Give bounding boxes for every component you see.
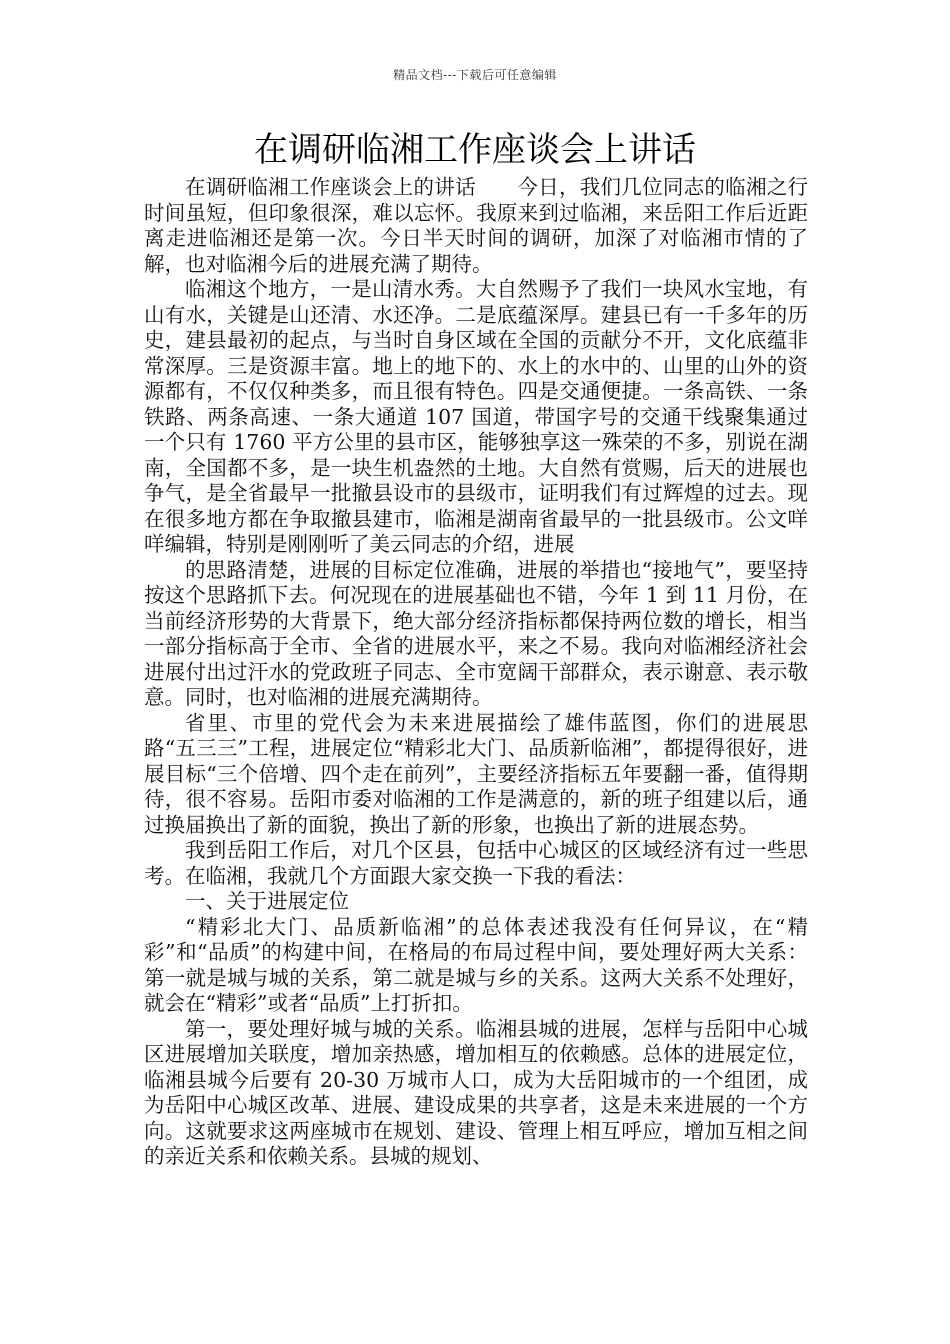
document-title: 在调研临湘工作座谈会上讲话 xyxy=(254,130,696,170)
paragraph: 我到岳阳工作后，对几个区县，包括中心城区的区域经济有过一些思考。在临湘，我就几个方面跟大家交换一下我的看法： xyxy=(144,838,808,888)
paragraph: 在调研临湘工作座谈会上的讲话 今日，我们几位同志的临湘之行时间虽短，但印象很深，难以忘怀。我原来到过临湘，来岳阳工作后近距离走进临湘还是第一次。今日半天时间的调研，加深了对临湘市情的了解，也对临湘今后的进展充满了期待。 xyxy=(144,175,808,276)
section-heading: 一、关于进展定位 xyxy=(185,889,349,913)
document-body xyxy=(144,175,808,1170)
page-header-note: 精品文档---下载后可任意编辑 xyxy=(393,68,557,82)
paragraph: “精彩北大门、品质新临湘”的总体表述我没有任何异议，在“精彩”和“品质”的构建中间，在格局的布局过程中间，要处理好两大关系：第一就是城与城的关系，第二就是城与乡的关系。这两大关系不处理好，就会在“精彩”或者“品质”上打折扣。 xyxy=(144,914,808,1015)
paragraph: 省里、市里的党代会为未来进展描绘了雄伟蓝图，你们的进展思路“五三三”工程，进展定位“精彩北大门、品质新临湘”，都提得很好，进展目标“三个倍增、四个走在前列”，主要经济指标五年要翻一番，值得期待，很不容易。岳阳市委对临湘的工作是满意的，新的班子组建以后，通过换届换出了新的面貌，换出了新的形象，也换出了新的进展态势。 xyxy=(144,710,808,837)
paragraph: 的思路清楚，进展的目标定位准确，进展的举措也“接地气”，要坚持按这个思路抓下去。何况现在的进展基础也不错，今年 1 到 11 月份，在当前经济形势的大背景下，绝大部分经济指标都保持两位数的增长，相当一部分指标高于全市、全省的进展水平，来之不易。我向对临湘经济社会进展付出过汗水的党政班子同志、全市宽阔干部群众，表示谢意、表示敬意。同时，也对临湘的进展充满期待。 xyxy=(144,557,808,709)
paragraph: 第一，要处理好城与城的关系。临湘县城的进展，怎样与岳阳中心城区进展增加关联度，增加亲热感，增加相互的依赖感。总体的进展定位，临湘县城今后要有 20-30 万城市人口，成为大岳阳城市的一个组团，成为岳阳中心城区改革、进展、建设成果的共享者，这是未来进展的一个方向。这就要求这两座城市在规划、建设、管理上相互呼应，增加互相之间的亲近关系和依赖关系。县城的规划、 xyxy=(144,1016,808,1168)
paragraph: 临湘这个地方，一是山清水秀。大自然赐予了我们一块风水宝地，有山有水，关键是山还清、水还净。二是底蕴深厚。建县已有一千多年的历史，建县最初的起点，与当时自身区域在全国的贡献分不开，文化底蕴非常深厚。三是资源丰富。地上的地下的、水上的水中的、山里的山外的资源都有，不仅仅种类多，而且很有特色。四是交通便捷。一条高铁、一条铁路、两条高速、一条大通道 107 国道，带国字号的交通干线聚集通过一个只有 1760 平方公里的县市区，能够独享这一殊荣的不多，别说在湖南，全国都不多，是一块生机盎然的土地。大自然有赏赐，后天的进展也争气，是全省最早一批撤县设市的县级市，证明我们有过辉煌的过去。现在很多地方都在争取撤县建市，临湘是湖南省最早的一批县级市。公文咩咩编辑，特别是刚刚听了美云同志的介绍，进展 xyxy=(144,277,808,556)
